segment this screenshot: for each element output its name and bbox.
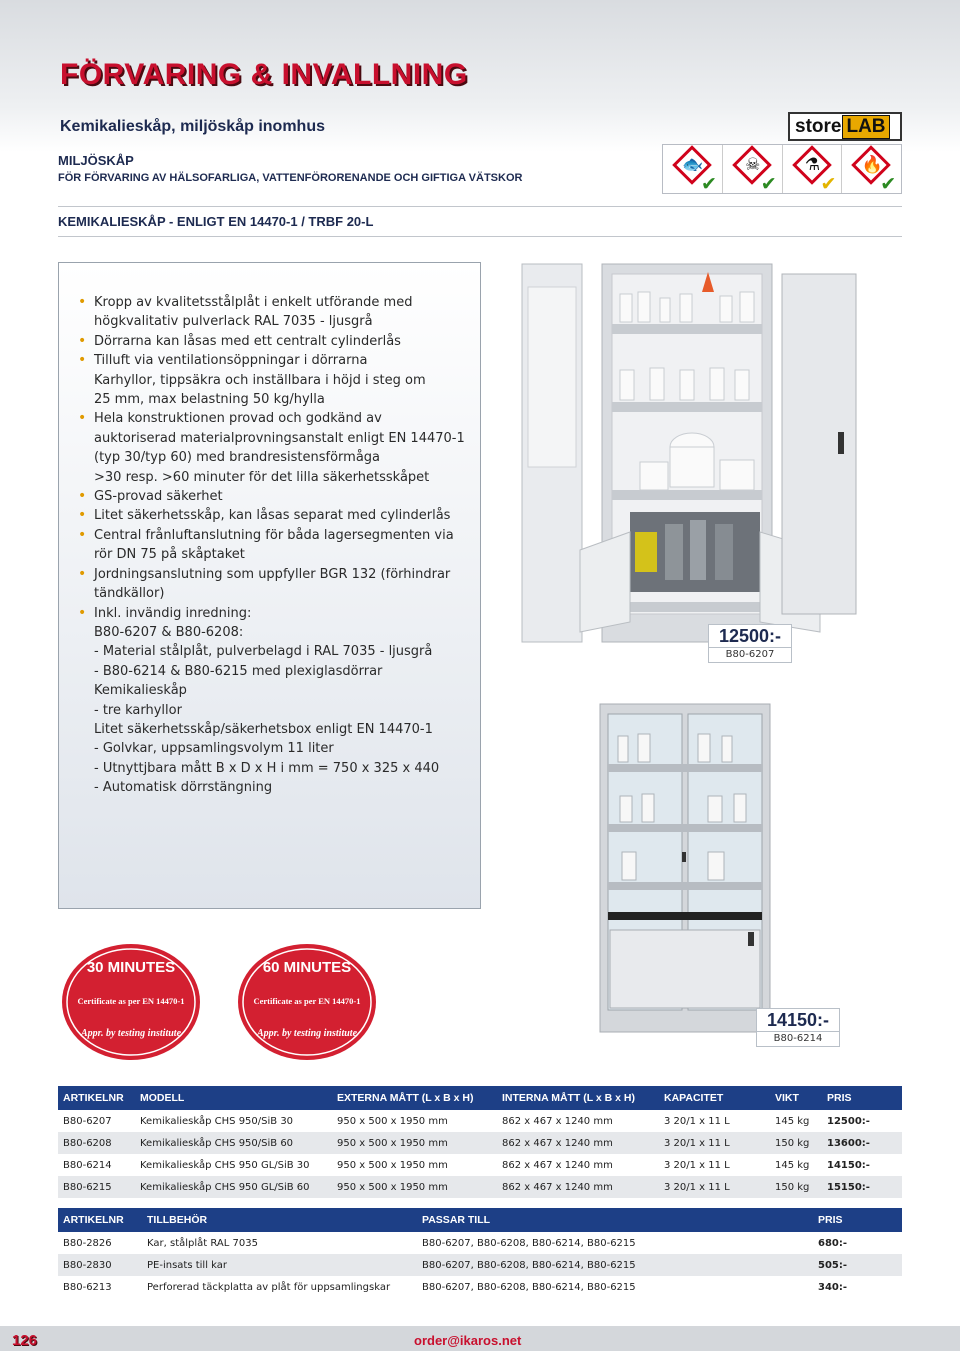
feature-item: >30 resp. >60 minuter för det lilla säkerhetsskåpet xyxy=(94,469,430,485)
green-check-icon: ✔ xyxy=(701,173,717,195)
product-table-header xyxy=(58,1086,902,1110)
page-subtitle: Kemikalieskåp, miljöskåp inomhus xyxy=(60,118,325,135)
column-header: VIKT xyxy=(770,1086,822,1110)
table-cell: PE-insats till kar xyxy=(142,1254,417,1276)
corrosive-icon: ⚗ xyxy=(804,155,821,175)
seal-minutes-text: 30 MINUTES xyxy=(86,959,176,976)
table-cell: 14150:- xyxy=(827,1159,870,1171)
kemikalieskap-heading: KEMIKALIESKÅP - ENLIGT EN 14470-1 / TRBF 20-L xyxy=(58,214,374,229)
column-header: EXTERNA MÅTT (L x B x H) xyxy=(332,1086,497,1110)
feature-item: (typ 30/typ 60) med brandresistensförmåga xyxy=(94,450,381,466)
table-cell: 950 x 500 x 1950 mm xyxy=(332,1132,497,1154)
cabinet-glass-doors-image xyxy=(598,702,772,1034)
feature-item: - Utnyttjbara mått B x D x H i mm = 750 x 325 x 440 xyxy=(94,760,440,776)
divider xyxy=(58,236,902,237)
price-tag xyxy=(708,624,792,663)
feature-item: • GS-provad säkerhet xyxy=(76,487,471,506)
column-header: MODELL xyxy=(135,1086,332,1110)
flammable-icon: 🔥 xyxy=(861,155,883,175)
price-label: 14150:- xyxy=(757,1009,839,1032)
seal-cert-text: Certificate as per EN 14470-1 xyxy=(77,996,185,1006)
divider xyxy=(58,206,902,207)
table-cell: B80-6213 xyxy=(63,1281,112,1293)
table-cell: 145 kg xyxy=(775,1115,810,1127)
table-cell: 340:- xyxy=(818,1281,848,1293)
logo-store-text: store xyxy=(795,115,842,137)
feature-item: • Inkl. invändig inredning: xyxy=(76,604,471,623)
table-cell: 950 x 500 x 1950 mm xyxy=(337,1115,448,1127)
seal-approval-text: Appr. by testing institute xyxy=(80,1028,182,1039)
article-number: B80-6214 xyxy=(773,1033,823,1044)
accessories-table xyxy=(58,1208,902,1298)
section-title: MILJÖSKÅP xyxy=(58,153,134,168)
column-header: PASSAR TILL xyxy=(417,1208,813,1232)
feature-item: Litet säkerhetsskåp/säkerhetsbox enligt EN 14470-1 xyxy=(94,721,433,737)
feature-item: • Litet säkerhetsskåp, kan låsas separat med cylinderlås xyxy=(76,506,471,525)
column-header: TILLBEHÖR xyxy=(142,1208,417,1232)
feature-item: B80-6207 & B80-6208: xyxy=(94,624,244,640)
cabinet-solid-doors-image xyxy=(520,262,860,644)
table-cell: B80-2826 xyxy=(63,1237,112,1249)
table-cell: 950 x 500 x 1950 mm xyxy=(337,1159,448,1171)
table-cell: Kemikalieskåp CHS 950/SiB 30 xyxy=(140,1115,294,1127)
column-header: KAPACITET xyxy=(659,1086,770,1110)
table-row xyxy=(58,1154,902,1176)
table-cell: 3 20/1 x 11 L xyxy=(659,1176,770,1198)
feature-item: • Hela konstruktionen provad och godkänd av xyxy=(76,409,471,428)
column-header: PRIS xyxy=(822,1086,902,1110)
table-cell: 862 x 467 x 1240 mm xyxy=(497,1132,659,1154)
certificate-seal-30-minutes xyxy=(60,942,202,1062)
table-cell: 15150:- xyxy=(822,1176,902,1198)
storelab-logo xyxy=(788,112,902,141)
table-cell: 862 x 467 x 1240 mm xyxy=(497,1176,659,1198)
table-cell: B80-6207, B80-6208, B80-6214, B80-6215 xyxy=(422,1237,636,1249)
contact-email-link[interactable]: order@ikaros.net xyxy=(414,1333,522,1348)
hazard-cell xyxy=(783,145,843,193)
table-cell: Perforerad täckplatta av plåt för uppsamlingskar xyxy=(147,1281,391,1293)
seal-cert-text: Certificate as per EN 14470-1 xyxy=(253,996,361,1006)
table-row xyxy=(58,1254,902,1276)
feature-item: • Jordningsanslutning som uppfyller BGR 132 (förhindrar xyxy=(76,565,471,584)
feature-item: - Automatisk dörrstängning xyxy=(94,780,273,796)
table-cell: B80-6208 xyxy=(58,1132,135,1154)
feature-item: - Material stålplåt, pulverbelagd i RAL 7035 - ljusgrå xyxy=(94,644,433,660)
feature-item: • Tilluft via ventilationsöppningar i dörrarna xyxy=(76,351,471,370)
table-cell: 862 x 467 x 1240 mm xyxy=(502,1159,613,1171)
feature-item: auktoriserad materialprovningsanstalt enligt EN 14470-1 xyxy=(94,430,465,446)
table-cell: 505:- xyxy=(813,1254,902,1276)
green-check-icon: ✔ xyxy=(880,173,897,195)
table-cell: B80-6214 xyxy=(63,1159,112,1171)
feature-item: Karhyllor, tippsäkra och inställbara i höjd i steg om xyxy=(94,372,426,388)
column-header: ARTIKELNR xyxy=(58,1208,142,1232)
product-table xyxy=(58,1086,902,1198)
seal-minutes-text: 60 MINUTES xyxy=(262,959,352,976)
environment-hazard-icon: 🐟 xyxy=(682,155,704,175)
feature-item: - tre karhyllor xyxy=(94,702,182,718)
green-check-icon: ✔ xyxy=(760,173,777,195)
hazard-cell xyxy=(663,145,723,193)
table-cell: 145 kg xyxy=(775,1159,810,1171)
page-title: FÖRVARING & INVALLNING xyxy=(60,58,468,91)
feature-item: • Central frånluftanslutning för båda lagersegmenten via xyxy=(76,526,471,545)
table-cell: B80-6207 xyxy=(63,1115,112,1127)
seal-approval-text: Appr. by testing institute xyxy=(256,1028,358,1039)
feature-item: • Kropp av kvalitetsstålplåt i enkelt utförande med xyxy=(76,293,471,312)
accessories-table-header xyxy=(58,1208,902,1232)
feature-item: - Golvkar, uppsamlingsvolym 11 liter xyxy=(94,741,334,757)
table-row xyxy=(58,1232,902,1254)
feature-item: tändkällor) xyxy=(94,586,165,602)
table-cell: 680:- xyxy=(818,1237,848,1249)
feature-item: högkvalitativ pulverlack RAL 7035 - ljusgrå xyxy=(94,314,373,330)
price-label: 12500:- xyxy=(709,625,791,648)
hazard-cell xyxy=(723,145,783,193)
feature-item: Kemikalieskåp xyxy=(94,683,187,699)
page-number: 126 xyxy=(12,1332,38,1349)
yellow-check-icon: ✔ xyxy=(820,173,837,195)
table-cell: Kemikalieskåp CHS 950 GL/SiB 30 xyxy=(140,1159,310,1171)
price-tag xyxy=(756,1008,840,1047)
feature-item: 25 mm, max belastning 50 kg/hylla xyxy=(94,392,325,408)
table-cell: Kemikalieskåp CHS 950 GL/SiB 60 xyxy=(135,1176,332,1198)
feature-item: - B80-6214 & B80-6215 med plexiglasdörrar xyxy=(94,663,383,679)
certificate-seal-60-minutes xyxy=(236,942,378,1062)
table-cell: B80-2830 xyxy=(58,1254,142,1276)
feature-item: • Dörrarna kan låsas med ett centralt cylinderlås xyxy=(76,332,471,351)
table-row xyxy=(58,1110,902,1132)
column-header: PRIS xyxy=(813,1208,902,1232)
table-cell: Kar, stålplåt RAL 7035 xyxy=(147,1237,258,1249)
table-cell: 150 kg xyxy=(770,1132,822,1154)
table-cell: B80-6207, B80-6208, B80-6214, B80-6215 xyxy=(422,1281,636,1293)
column-header: ARTIKELNR xyxy=(58,1086,135,1110)
table-row xyxy=(58,1132,902,1154)
article-number: B80-6207 xyxy=(725,649,775,660)
feature-box xyxy=(58,262,481,909)
feature-item: rör DN 75 på skåptaket xyxy=(94,547,245,563)
column-header: INTERNA MÅTT (L x B x H) xyxy=(497,1086,659,1110)
table-cell: 3 20/1 x 11 L xyxy=(659,1132,770,1154)
hazard-cell xyxy=(842,145,901,193)
table-cell: 862 x 467 x 1240 mm xyxy=(502,1115,613,1127)
table-cell: 12500:- xyxy=(827,1115,870,1127)
table-cell: B80-6207, B80-6208, B80-6214, B80-6215 xyxy=(417,1254,813,1276)
table-row xyxy=(58,1176,902,1198)
table-cell: Kemikalieskåp CHS 950/SiB 60 xyxy=(135,1132,332,1154)
toxic-skull-icon: ☠ xyxy=(745,155,761,175)
table-cell: 3 20/1 x 11 L xyxy=(664,1159,730,1171)
hazard-symbol-strip xyxy=(662,144,902,194)
table-row xyxy=(58,1276,902,1298)
feature-list xyxy=(76,293,471,798)
logo-lab-text: LAB xyxy=(842,115,889,139)
table-cell: 13600:- xyxy=(822,1132,902,1154)
section-subtitle: FÖR FÖRVARING AV HÄLSOFARLIGA, VATTENFÖRORENANDE OCH GIFTIGA VÄTSKOR xyxy=(58,172,523,184)
table-cell: 3 20/1 x 11 L xyxy=(664,1115,730,1127)
table-cell: 150 kg xyxy=(770,1176,822,1198)
table-cell: 950 x 500 x 1950 mm xyxy=(332,1176,497,1198)
table-cell: B80-6215 xyxy=(58,1176,135,1198)
